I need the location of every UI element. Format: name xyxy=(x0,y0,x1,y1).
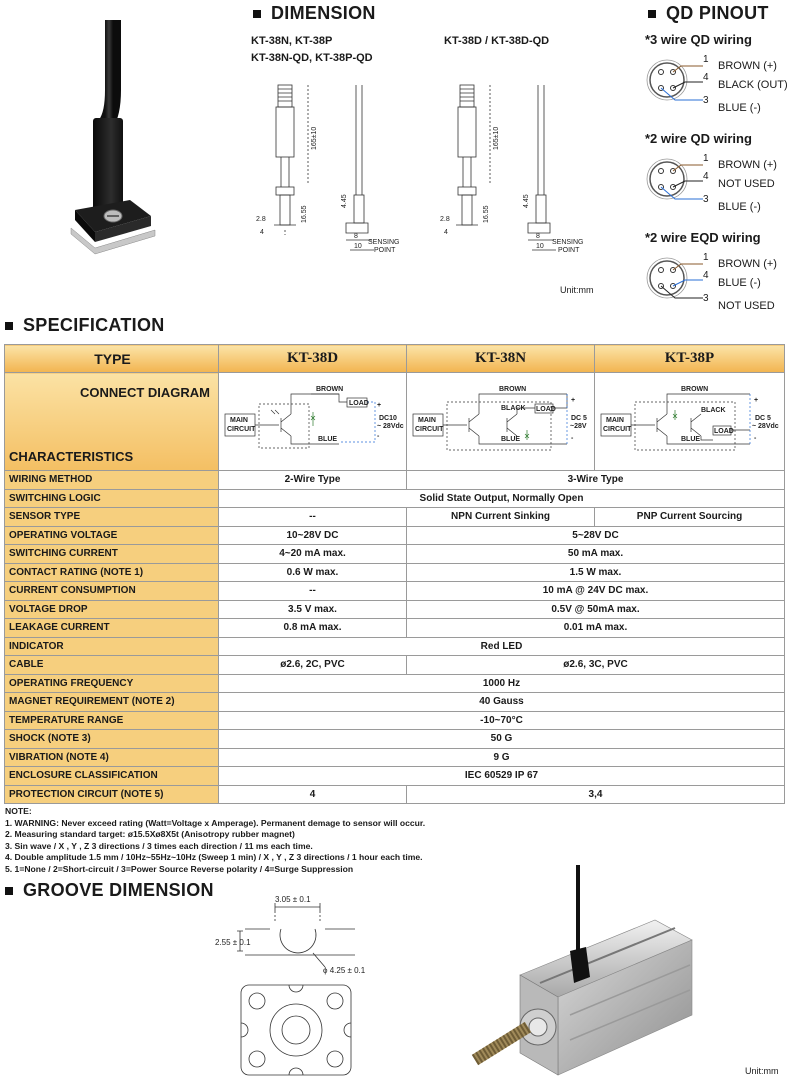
specification-title: SPECIFICATION xyxy=(5,315,165,336)
sensing-label-1: SENSING xyxy=(368,239,400,246)
table-row xyxy=(5,767,785,786)
row-label: OPERATING VOLTAGE xyxy=(5,526,219,545)
row-value-all: Solid State Output, Normally Open xyxy=(219,489,785,508)
table-row xyxy=(5,711,785,730)
table-row xyxy=(5,489,785,508)
diagram-label: MAIN xyxy=(606,416,624,424)
pin-label: BLUE (-) xyxy=(718,102,761,114)
sensing-label-2-r: POINT xyxy=(558,247,580,254)
diagram-label: DC 5 xyxy=(755,414,771,422)
diagram-label: - xyxy=(754,434,757,442)
pin-label: NOT USED xyxy=(718,300,775,312)
row-value-kt38p: PNP Current Sourcing xyxy=(595,508,785,527)
row-value-all: 50 G xyxy=(219,730,785,749)
note-item: 4. Double amplitude 1.5 mm / 10Hz~55Hz~10Hz (Sweep 1 min) / X , Y , Z 3 directions / 1 hour each time. xyxy=(5,852,423,862)
characteristics-label: CHARACTERISTICS xyxy=(9,449,134,464)
notes-title: NOTE: xyxy=(5,806,32,816)
diagram-label: ~28V xyxy=(570,422,587,430)
diagram-label: ~ 28Vdc xyxy=(377,422,404,430)
dim-1655-r: 16.55 xyxy=(483,205,490,223)
row-label: TEMPERATURE RANGE xyxy=(5,711,219,730)
groove-drawing xyxy=(215,893,385,1079)
sensor-product-image xyxy=(55,20,185,270)
pin-label: NOT USED xyxy=(718,178,775,190)
diagram-label: BLUE xyxy=(501,435,521,443)
diagram-label: BROWN xyxy=(316,385,344,393)
row-value-kt38np: 3,4 xyxy=(407,785,785,804)
circuit-diagram-n xyxy=(407,374,593,470)
row-value-kt38d: 0.6 W max. xyxy=(219,563,407,582)
table-row xyxy=(5,674,785,693)
groove-width: 3.05 ± 0.1 xyxy=(275,895,311,904)
table-row xyxy=(5,471,785,490)
diagram-label: LOAD xyxy=(349,399,369,407)
groove-unit: Unit:mm xyxy=(745,1066,779,1076)
row-value-kt38np: 50 mA max. xyxy=(407,545,785,564)
row-value-all: IEC 60529 IP 67 xyxy=(219,767,785,786)
dim-1655: 16.55 xyxy=(301,205,308,223)
diagram-label: MAIN xyxy=(230,416,248,424)
dim-8-r: 8 xyxy=(536,233,540,240)
note-item: 3. Sin wave / X , Y , Z 3 directions / 3 times each direction / 11 ms each time. xyxy=(5,840,313,851)
table-row xyxy=(5,526,785,545)
row-label: INDICATOR xyxy=(5,637,219,656)
row-label: CURRENT CONSUMPTION xyxy=(5,582,219,601)
row-value-kt38d: 10~28V DC xyxy=(219,526,407,545)
dim-28: 2.8 xyxy=(256,216,266,223)
groove-diameter: ϕ 4.25 ± 0.1 xyxy=(323,966,366,975)
pinout-group-title: *2 wire QD wiring xyxy=(645,131,752,146)
row-label: ENCLOSURE CLASSIFICATION xyxy=(5,767,219,786)
row-value-kt38d: 0.8 mA max. xyxy=(219,619,407,638)
spec-rows xyxy=(5,471,785,804)
row-label: LEAKAGE CURRENT xyxy=(5,619,219,638)
pin-label: BLACK (OUT) xyxy=(718,79,788,91)
pinout-group-2 xyxy=(645,131,789,221)
diagram-label: CIRCUIT xyxy=(415,425,444,433)
pinout-group-3 xyxy=(645,230,789,320)
model-header-p: KT-38P xyxy=(595,345,785,373)
diagram-cell-p xyxy=(595,373,785,471)
dimension-models-right: KT-38D / KT-38D-QD xyxy=(444,35,550,47)
pin-label: BROWN (+) xyxy=(718,159,777,171)
row-label: SHOCK (NOTE 3) xyxy=(5,730,219,749)
connect-diagram-row xyxy=(5,373,785,471)
note-item: 2. Measuring standard target: ø15.5Xø8X5t (Anisotropy rubber magnet) xyxy=(5,829,295,839)
pin-num: 1 xyxy=(703,54,709,65)
row-label: SWITCHING CURRENT xyxy=(5,545,219,564)
table-row xyxy=(5,545,785,564)
note-item: 5. 1=None / 2=Short-circuit / 3=Power Source Reverse polarity / 4=Surge Suppression xyxy=(5,863,354,874)
row-value-all: 40 Gauss xyxy=(219,693,785,712)
diagram-label: BLUE xyxy=(318,435,338,443)
diagram-label: BLACK xyxy=(701,406,726,414)
row-label: SENSOR TYPE xyxy=(5,508,219,527)
diagram-label: - xyxy=(377,432,380,440)
table-row xyxy=(5,508,785,527)
specification-table xyxy=(4,344,785,804)
row-value-kt38d: 2-Wire Type xyxy=(219,471,407,490)
pin-num: 4 xyxy=(703,72,709,83)
row-value-kt38d: 4 xyxy=(219,785,407,804)
dim-4: 4 xyxy=(260,229,264,236)
dim-165-r: 165±10 xyxy=(493,126,500,150)
diagram-label: CIRCUIT xyxy=(227,425,256,433)
pin-label: BLUE (-) xyxy=(718,201,761,213)
connect-diagram-label: CONNECT DIAGRAM xyxy=(80,385,210,400)
sensing-label-1-r: SENSING xyxy=(552,239,584,246)
pin-num: 3 xyxy=(703,194,709,205)
groove-height: 2.55 ± 0.1 xyxy=(215,938,251,947)
pin-label: BLUE (-) xyxy=(718,277,761,289)
diagram-label: BROWN xyxy=(681,385,709,393)
row-value-kt38np: 0.01 mA max. xyxy=(407,619,785,638)
connector-eqd-icon xyxy=(645,250,705,320)
circuit-diagram-p xyxy=(595,374,781,470)
pin-num: 4 xyxy=(703,171,709,182)
diagram-label: DC 5 xyxy=(571,414,587,422)
row-value-all: 9 G xyxy=(219,748,785,767)
row-value-kt38d: 3.5 V max. xyxy=(219,600,407,619)
dimension-drawing-left xyxy=(250,80,420,265)
dim-445: 4.45 xyxy=(341,194,348,208)
diagram-label: BLACK xyxy=(501,404,526,412)
row-value-kt38np: 1.5 W max. xyxy=(407,563,785,582)
table-row xyxy=(5,693,785,712)
pin-num: 3 xyxy=(703,293,709,304)
row-label: PROTECTION CIRCUIT (NOTE 5) xyxy=(5,785,219,804)
cylinder-illustration xyxy=(470,865,700,1079)
row-value-kt38np: 5~28V DC xyxy=(407,526,785,545)
type-header: TYPE xyxy=(5,345,219,373)
row-value-kt38np: ø2.6, 3C, PVC xyxy=(407,656,785,675)
dim-10-r: 10 xyxy=(536,243,544,250)
table-row xyxy=(5,582,785,601)
row-label: VIBRATION (NOTE 4) xyxy=(5,748,219,767)
notes-block xyxy=(5,806,425,875)
pin-label: BROWN (+) xyxy=(718,60,777,72)
dimension-models-left-2: KT-38N-QD, KT-38P-QD xyxy=(251,52,373,64)
row-label: SWITCHING LOGIC xyxy=(5,489,219,508)
diagram-label: LOAD xyxy=(714,427,734,435)
connector-2wire-icon xyxy=(645,151,705,221)
table-row xyxy=(5,600,785,619)
row-label: WIRING METHOD xyxy=(5,471,219,490)
row-label: VOLTAGE DROP xyxy=(5,600,219,619)
row-value-all: 1000 Hz xyxy=(219,674,785,693)
pinout-group-1 xyxy=(645,32,789,122)
row-value-kt38n: NPN Current Sinking xyxy=(407,508,595,527)
diagram-label: - xyxy=(571,434,574,442)
connector-3wire-icon xyxy=(645,52,705,122)
diagram-label: DC10 xyxy=(379,414,397,422)
diagram-label: BROWN xyxy=(499,385,527,393)
pin-label: BROWN (+) xyxy=(718,258,777,270)
diagram-label: + xyxy=(571,396,576,404)
diagram-cell-n xyxy=(407,373,595,471)
row-label: CABLE xyxy=(5,656,219,675)
qd-pinout-title: QD PINOUT xyxy=(648,3,769,24)
row-value-kt38d: -- xyxy=(219,582,407,601)
row-value-kt38np: 3-Wire Type xyxy=(407,471,785,490)
dimension-unit: Unit:mm xyxy=(560,285,594,295)
dim-8: 8 xyxy=(354,233,358,240)
pin-num: 1 xyxy=(703,252,709,263)
table-row xyxy=(5,619,785,638)
dim-10: 10 xyxy=(354,243,362,250)
dim-28-r: 2.8 xyxy=(440,216,450,223)
row-value-kt38np: 0.5V @ 50mA max. xyxy=(407,600,785,619)
table-row xyxy=(5,785,785,804)
model-header-n: KT-38N xyxy=(407,345,595,373)
dim-4-r: 4 xyxy=(444,229,448,236)
row-label: OPERATING FREQUENCY xyxy=(5,674,219,693)
circuit-diagram-d xyxy=(219,374,405,470)
diagram-label: + xyxy=(754,396,759,404)
table-row xyxy=(5,656,785,675)
pin-num: 4 xyxy=(703,270,709,281)
row-label: MAGNET REQUIREMENT (NOTE 2) xyxy=(5,693,219,712)
dimension-drawing-right xyxy=(440,80,610,265)
pin-num: 3 xyxy=(703,95,709,106)
row-value-kt38np: 10 mA @ 24V DC max. xyxy=(407,582,785,601)
dim-165: 165±10 xyxy=(311,126,318,150)
row-value-kt38d: 4~20 mA max. xyxy=(219,545,407,564)
diagram-cell-d xyxy=(219,373,407,471)
row-value-all: Red LED xyxy=(219,637,785,656)
pin-num: 1 xyxy=(703,153,709,164)
pinout-group-title: *3 wire QD wiring xyxy=(645,32,752,47)
table-row xyxy=(5,748,785,767)
note-item: 1. WARNING: Never exceed rating (Watt=Voltage x Amperage). Permanent demage to sensor will occur. xyxy=(5,817,426,828)
row-value-all: -10~70°C xyxy=(219,711,785,730)
connect-diagram-label-cell xyxy=(5,373,219,471)
dim-445-r: 4.45 xyxy=(523,194,530,208)
diagram-label: LOAD xyxy=(536,405,556,413)
dimension-title: DIMENSION xyxy=(253,3,376,24)
model-header-d: KT-38D xyxy=(219,345,407,373)
table-header-row xyxy=(5,345,785,373)
groove-dimension-title: GROOVE DIMENSION xyxy=(5,880,214,901)
diagram-label: ~ 28Vdc xyxy=(752,422,779,430)
dimension-models-left-1: KT-38N, KT-38P xyxy=(251,35,333,47)
row-value-kt38d: ø2.6, 2C, PVC xyxy=(219,656,407,675)
diagram-label: BLUE xyxy=(681,435,701,443)
diagram-label: + xyxy=(377,401,382,409)
table-row xyxy=(5,637,785,656)
row-label: CONTACT RATING (NOTE 1) xyxy=(5,563,219,582)
row-value-kt38d: -- xyxy=(219,508,407,527)
table-row xyxy=(5,730,785,749)
table-row xyxy=(5,563,785,582)
sensing-label-2: POINT xyxy=(374,247,396,254)
pinout-group-title: *2 wire EQD wiring xyxy=(645,230,761,245)
diagram-label: CIRCUIT xyxy=(603,425,632,433)
diagram-label: MAIN xyxy=(418,416,436,424)
